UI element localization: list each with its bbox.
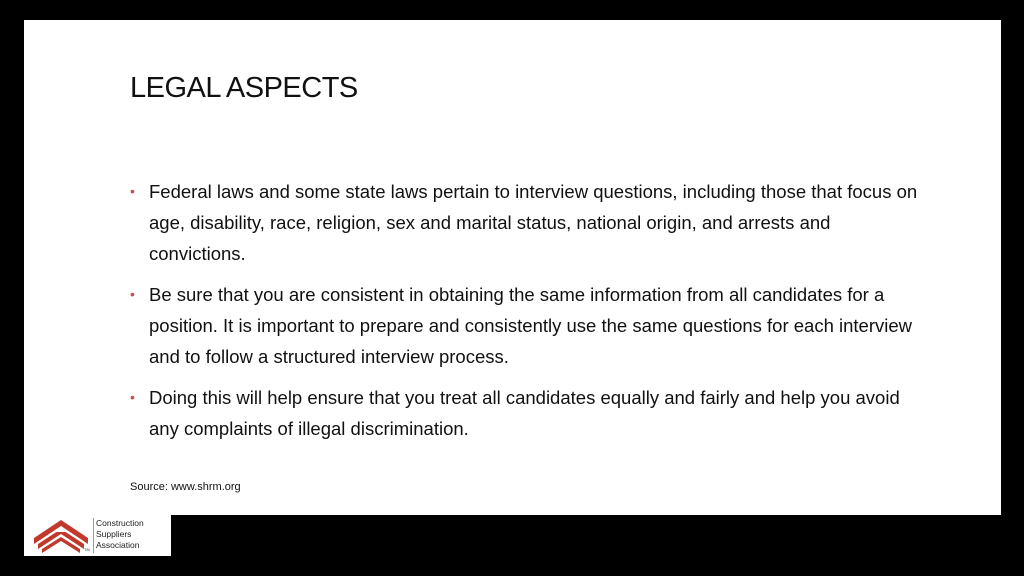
bullet-item	[130, 382, 920, 444]
logo-line-1: Construction	[96, 518, 144, 528]
logo-wordmark	[96, 518, 144, 551]
bullet-icon: •	[130, 389, 135, 405]
logo-divider	[93, 518, 94, 553]
bullet-text: Be sure that you are consistent in obtaining the same information from all candidates for a position. It is important to prepare and consistently use the same questions for each interview and to follow a structured interview process.	[149, 284, 913, 367]
trademark-mark: TM	[84, 547, 90, 552]
bullet-text: Doing this will help ensure that you treat all candidates equally and fairly and help you avoid any complaints of illegal discrimination.	[149, 387, 900, 439]
slide-title: LEGAL ASPECTS	[130, 72, 358, 104]
association-logo	[24, 515, 171, 556]
source-citation: Source: www.shrm.org	[130, 481, 241, 493]
bullet-item	[130, 279, 920, 372]
bullet-item	[130, 176, 920, 269]
bullet-list	[130, 176, 920, 454]
logo-line-3: Association	[96, 540, 140, 550]
bullet-icon: •	[130, 183, 135, 199]
bullet-icon: •	[130, 286, 135, 302]
logo-line-2: Suppliers	[96, 529, 132, 539]
slide	[24, 20, 1001, 556]
roof-chevron-logo-icon	[32, 516, 90, 554]
bullet-text: Federal laws and some state laws pertain to interview questions, including those that focus on age, disability, race, religion, sex and marital status, national origin, and arrests and convictions.	[149, 181, 918, 264]
